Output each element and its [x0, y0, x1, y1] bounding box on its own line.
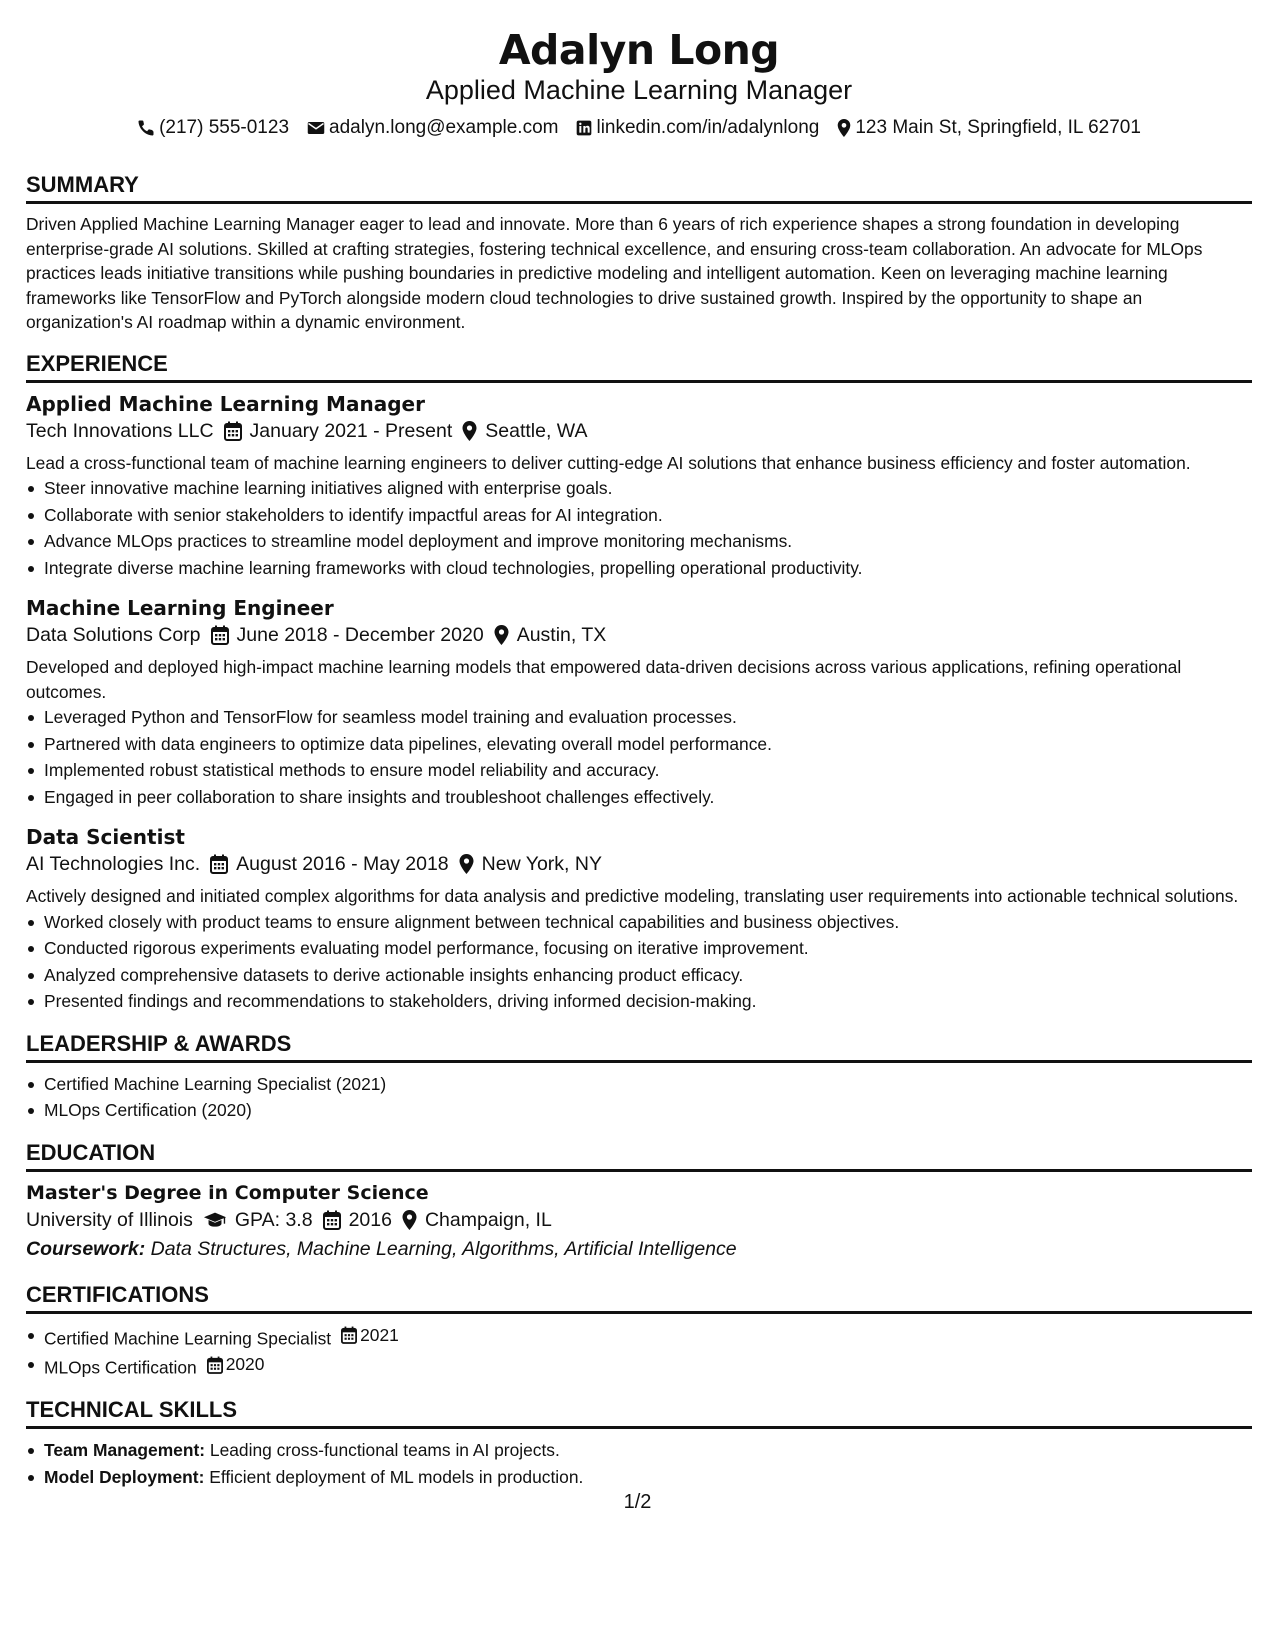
list-item: Partnered with data engineers to optimize data pipelines, elevating overall model performance. [44, 731, 1252, 758]
graduation-year [323, 1206, 392, 1234]
section-title: TECHNICAL SKILLS [26, 1397, 1252, 1429]
job-dates [211, 621, 484, 649]
map-pin-icon [402, 1210, 417, 1230]
job-meta [26, 850, 1252, 878]
dates-text: August 2016 - May 2018 [236, 853, 449, 875]
map-pin-icon [462, 421, 477, 441]
year-text: 2016 [348, 1208, 392, 1231]
phone-text: (217) 555-0123 [159, 117, 290, 138]
coursework-label: Coursework: [26, 1237, 146, 1260]
gpa-text: GPA: 3.8 [234, 1208, 313, 1231]
job-meta [26, 417, 1252, 445]
job-entry [26, 391, 1252, 582]
location-text: Seattle, WA [485, 419, 588, 442]
map-pin-icon [459, 854, 474, 874]
job-description: Lead a cross-functional team of machine learning engineers to deliver cutting-edge AI solutions that enhance business efficiency and foster automation. [26, 452, 1191, 473]
calendar-icon [210, 854, 228, 874]
cert-name: MLOps Certification [44, 1357, 197, 1378]
list-item: Worked closely with product teams to ensure alignment between technical capabilities and business objectives. [44, 909, 1252, 936]
graduation-cap-icon [203, 1211, 227, 1229]
job-title: Machine Learning Engineer [26, 596, 334, 620]
section-title: SUMMARY [26, 172, 1252, 204]
company-name: Data Solutions Corp [26, 624, 201, 646]
list-item: Advance MLOps practices to streamline model deployment and improve monitoring mechanisms. [44, 528, 1252, 555]
job-meta [26, 621, 1252, 649]
job-location [459, 850, 602, 878]
job-location [462, 417, 587, 445]
list-item: Conducted rigorous experiments evaluating model performance, focusing on iterative improvement. [44, 935, 1252, 962]
contact-phone [137, 116, 289, 140]
page-number: 1/2 [623, 1491, 652, 1513]
job-dates [224, 417, 453, 445]
candidate-role: Applied Machine Learning Manager [425, 75, 853, 105]
certifications-list [26, 1322, 1252, 1382]
skill-label: Team Management: [44, 1440, 206, 1460]
section-title: CERTIFICATIONS [26, 1282, 1252, 1314]
list-item: Steer innovative machine learning initiatives aligned with enterprise goals. [44, 475, 1252, 502]
contact-linkedin[interactable] [576, 116, 819, 140]
job-description: Developed and deployed high-impact machine learning models that empowered data-driven decisions across various applications, refining operational outcomes. [26, 657, 1182, 702]
summary-text: Driven Applied Machine Learning Manager eager to lead and innovate. More than 6 years of rich experience shapes a strong foundation in developing enterprise-grade AI solutions. Skilled at crafting strategies, fostering technical excellence, and ensuring cross-team collaboration. An advocate for MLOps practices leads initiative transitions while pushing boundaries in predictive modeling and intelligent automation. Keen on leveraging machine learning frameworks like TensorFlow and PyTorch alongside modern cloud technologies to drive sustained growth. Inspired by the opportunity to shape an organization's AI roadmap within a dynamic environment. [26, 214, 1203, 332]
education-meta [26, 1206, 1252, 1234]
location-text: Champaign, IL [424, 1208, 552, 1231]
calendar-icon [341, 1326, 357, 1344]
list-item [44, 1464, 1252, 1491]
cert-year: 2020 [225, 1354, 265, 1375]
job-title: Data Scientist [26, 825, 185, 849]
list-item: Engaged in peer collaboration to share insights and troubleshoot challenges effectively. [44, 784, 1252, 811]
list-item: Collaborate with senior stakeholders to identify impactful areas for AI integration. [44, 502, 1252, 529]
contact-line [26, 116, 1252, 140]
location-text: Austin, TX [516, 624, 607, 646]
list-item: Leveraged Python and TensorFlow for seamless model training and evaluation processes. [44, 704, 1252, 731]
linkedin-link[interactable]: linkedin.com/in/adalynlong [596, 117, 820, 138]
calendar-icon [207, 1356, 223, 1374]
phone-icon [137, 119, 155, 137]
company-name: Tech Innovations LLC [26, 419, 214, 442]
job-title: Applied Machine Learning Manager [26, 391, 425, 416]
coursework [26, 1234, 1252, 1264]
list-item: Certified Machine Learning Specialist (2021) [44, 1071, 1252, 1098]
summary-section [26, 172, 1252, 335]
gpa [203, 1206, 313, 1234]
skill-text: Efficient deployment of ML models in production. [209, 1466, 584, 1487]
education-section [26, 1140, 1252, 1264]
job-list [26, 391, 1252, 1015]
map-pin-icon [837, 119, 851, 137]
education-location [402, 1206, 552, 1234]
section-title: LEADERSHIP & AWARDS [26, 1031, 1252, 1063]
degree-title: Master's Degree in Computer Science [26, 1181, 429, 1204]
contact-address [837, 116, 1141, 140]
skill-label: Model Deployment: [44, 1466, 205, 1487]
job-location [494, 621, 607, 649]
calendar-icon [323, 1210, 341, 1230]
dates-text: June 2018 - December 2020 [236, 624, 484, 646]
certifications-section [26, 1282, 1252, 1382]
list-item: MLOps Certification (2020) [44, 1097, 1252, 1124]
job-bullets [26, 704, 1252, 810]
job-entry [26, 595, 1252, 810]
resume-header [26, 26, 1252, 140]
contact-email[interactable] [307, 116, 558, 140]
envelope-icon [307, 120, 325, 136]
location-text: New York, NY [481, 853, 602, 875]
company-name: AI Technologies Inc. [26, 853, 201, 875]
cert-name: Certified Machine Learning Specialist [44, 1327, 332, 1348]
cert-date [207, 1351, 265, 1378]
calendar-icon [211, 625, 229, 645]
section-title: EDUCATION [26, 1140, 1252, 1172]
skills-list [26, 1437, 1252, 1490]
list-item: Implemented robust statistical methods to ensure model reliability and accuracy. [44, 757, 1252, 784]
school-name: University of Illinois [26, 1208, 193, 1231]
job-dates [210, 850, 448, 878]
awards-section [26, 1031, 1252, 1124]
email-link[interactable]: adalyn.long@example.com [329, 117, 559, 138]
job-entry [26, 824, 1252, 1015]
skills-section [26, 1397, 1252, 1490]
awards-list [26, 1071, 1252, 1124]
resume-page [26, 0, 1252, 1490]
address-text: 123 Main St, Springfield, IL 62701 [855, 117, 1141, 138]
dates-text: January 2021 - Present [249, 419, 453, 442]
list-item: Presented findings and recommendations to stakeholders, driving informed decision-making. [44, 988, 1252, 1015]
job-bullets [26, 475, 1252, 581]
skill-text: Leading cross-functional teams in AI projects. [209, 1440, 560, 1460]
list-item [44, 1322, 1252, 1352]
linkedin-icon [576, 120, 592, 136]
map-pin-icon [494, 625, 509, 645]
candidate-name: Adalyn Long [498, 26, 780, 74]
experience-section [26, 351, 1252, 1015]
job-bullets [26, 909, 1252, 1015]
cert-year: 2021 [360, 1324, 399, 1345]
list-item [44, 1351, 1252, 1381]
calendar-icon [224, 421, 242, 441]
coursework-text: Data Structures, Machine Learning, Algorithms, Artificial Intelligence [150, 1237, 737, 1260]
list-item [44, 1437, 1252, 1464]
section-title: EXPERIENCE [26, 351, 1252, 383]
list-item: Integrate diverse machine learning frameworks with cloud technologies, propelling operational productivity. [44, 555, 1252, 582]
list-item: Analyzed comprehensive datasets to derive actionable insights enhancing product efficacy. [44, 962, 1252, 989]
job-description: Actively designed and initiated complex algorithms for data analysis and predictive modeling, translating user requirements into actionable technical solutions. [26, 886, 1239, 906]
cert-date [341, 1322, 399, 1349]
